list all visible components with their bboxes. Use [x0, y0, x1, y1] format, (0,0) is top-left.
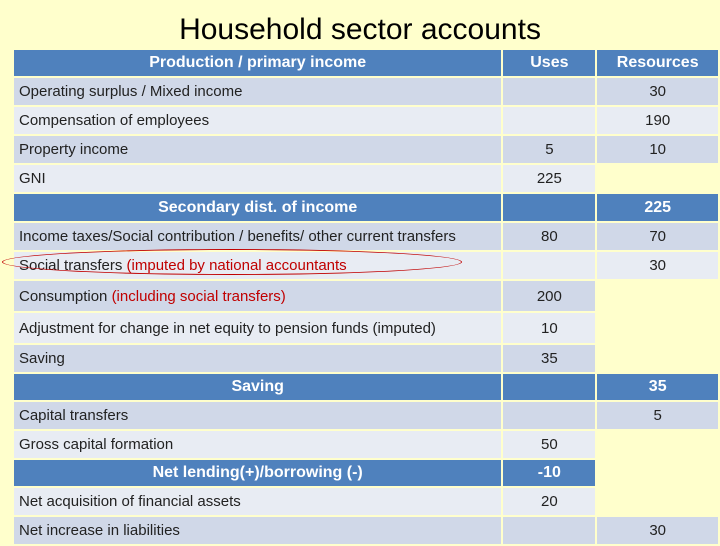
row-resources	[597, 281, 718, 311]
household-accounts-table	[12, 48, 720, 546]
row-resources	[597, 488, 718, 515]
row-resources	[597, 460, 718, 486]
row-label: Income taxes/Social contribution / benefits/ other current transfers	[14, 223, 501, 250]
table-row	[14, 107, 718, 134]
section-saving: Saving	[14, 374, 501, 400]
row-uses	[503, 374, 595, 400]
row-label	[14, 281, 501, 311]
row-resources	[597, 313, 718, 343]
row-uses	[503, 78, 595, 105]
row-resources	[597, 431, 718, 458]
row-resources	[597, 345, 718, 372]
row-resources: 30	[597, 78, 718, 105]
row-resources: 70	[597, 223, 718, 250]
row-uses: 50	[503, 431, 595, 458]
row-label: Adjustment for change in net equity to pension funds (imputed)	[14, 313, 501, 343]
section-header-row	[14, 194, 718, 221]
slide-title: Household sector accounts	[179, 13, 541, 46]
row-label-text: Social transfers	[19, 257, 127, 274]
section-header-row	[14, 460, 718, 486]
row-label: Net acquisition of financial assets	[14, 488, 501, 515]
header-resources: Resources	[597, 50, 718, 76]
row-uses	[503, 194, 595, 221]
row-uses: -10	[503, 460, 595, 486]
row-uses: 35	[503, 345, 595, 372]
table-row	[14, 313, 718, 343]
row-label: Gross capital formation	[14, 431, 501, 458]
row-label: Operating surplus / Mixed income	[14, 78, 501, 105]
row-label: Saving	[14, 345, 501, 372]
table-row	[14, 223, 718, 250]
row-uses: 20	[503, 488, 595, 515]
row-resources: 30	[597, 252, 718, 279]
table-row	[14, 78, 718, 105]
row-resources	[597, 165, 718, 192]
row-label-note: (including social transfers)	[111, 287, 286, 305]
row-uses	[503, 107, 595, 134]
table-row	[14, 165, 718, 192]
row-label: Property income	[14, 136, 501, 163]
table-row	[14, 345, 718, 372]
row-uses: 80	[503, 223, 595, 250]
row-resources: 5	[597, 402, 718, 429]
table-row	[14, 488, 718, 515]
row-uses	[503, 402, 595, 429]
row-label: Net increase in liabilities	[14, 517, 501, 544]
row-resources: 10	[597, 136, 718, 163]
row-resources: 30	[597, 517, 718, 544]
row-label: Capital transfers	[14, 402, 501, 429]
header-uses: Uses	[503, 50, 595, 76]
row-resources: 190	[597, 107, 718, 134]
row-label-text: Consumption	[19, 287, 112, 305]
section-header-row	[14, 374, 718, 400]
row-resources: 225	[597, 194, 718, 221]
table-row	[14, 431, 718, 458]
table-row	[14, 252, 718, 279]
table-row	[14, 402, 718, 429]
row-uses: 5	[503, 136, 595, 163]
row-label: Compensation of employees	[14, 107, 501, 134]
section-net-lending: Net lending(+)/borrowing (-)	[14, 460, 501, 486]
header-production-primary-income: Production / primary income	[14, 50, 501, 76]
section-secondary-distribution: Secondary dist. of income	[14, 194, 501, 221]
row-label: GNI	[14, 165, 501, 192]
row-uses: 10	[503, 313, 595, 343]
row-uses	[503, 252, 595, 279]
row-uses: 225	[503, 165, 595, 192]
row-label	[14, 252, 501, 279]
table-row	[14, 281, 718, 311]
row-label-note: (imputed by national accountants	[126, 257, 347, 274]
table-row	[14, 136, 718, 163]
row-uses: 200	[503, 281, 595, 311]
row-resources: 35	[597, 374, 718, 400]
table-header-row	[14, 50, 718, 76]
